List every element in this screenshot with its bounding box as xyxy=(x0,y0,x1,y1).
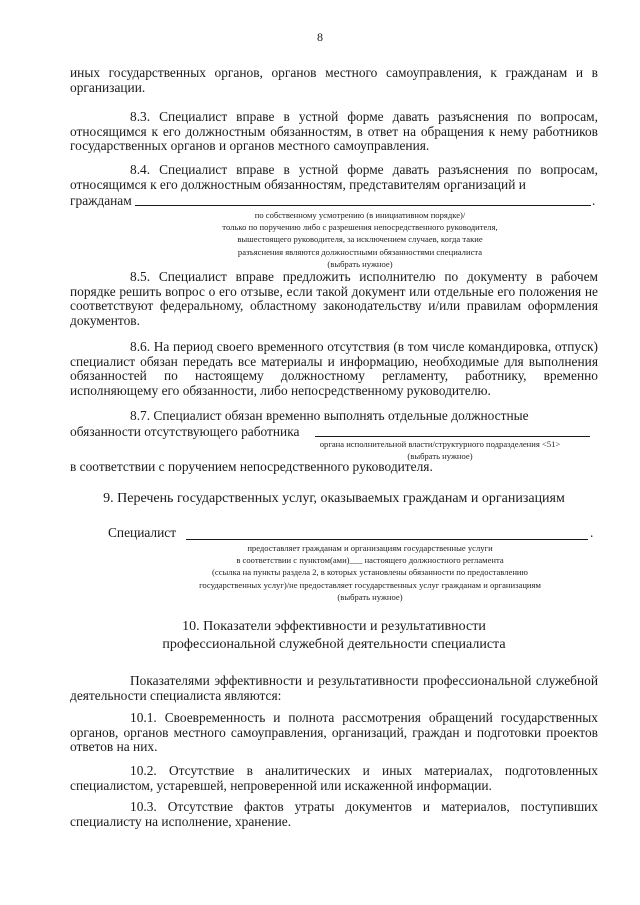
paragraph-intro: иных государственных органов, органов местного самоуправления, к гражданам и в организации. xyxy=(70,65,598,95)
paragraph-10-1: 10.1. Своевременность и полнота рассмотрения обращений государственных органов, органов местного самоуправления, организаций, граждан и подготовки проектов ответов на них. xyxy=(70,710,598,755)
fill-in-line-9 xyxy=(186,539,588,540)
paragraph-10-3: 10.3. Отсутствие фактов утраты документов и материалов, поступивших специалисту на исполнение, хранение. xyxy=(70,799,598,829)
paragraph-8-4-tail: гражданам xyxy=(70,193,132,208)
page-number: 8 xyxy=(317,30,323,44)
section-9-end: . xyxy=(590,525,594,540)
paragraph-10-2: 10.2. Отсутствие в аналитических и иных материалах, подготовленных специалистом, устаревшей, непроверенной или искаженной информации. xyxy=(70,763,598,793)
note-9: предоставляет гражданам и организациям государственные услуги в соответствии с пунктом(ами)___ настоящего должностного регламента (ссылка на пункты раздела 2, в которых установлены обязанности по предоставлению государственных услуг)/не предоставляет государственных услуг гражданам и организациям (выбрать нужное) xyxy=(199,543,541,602)
section-9-label: Специалист xyxy=(108,525,177,540)
fill-in-line-8-7 xyxy=(315,436,590,437)
paragraph-8-3: 8.3. Специалист вправе в устной форме давать разъяснения по вопросам, относящимся к его должностным обязанностям, в ответ на обращения к нему работников государственных органов и органов местного самоуправления. xyxy=(70,109,598,154)
paragraph-10-intro: Показателями эффективности и результативности профессиональной служебной деятельности специалиста являются: xyxy=(70,673,598,703)
section-10-title-line-1: 10. Показатели эффективности и результативности xyxy=(182,619,486,634)
paragraph-8-6: 8.6. На период своего временного отсутствия (в том числе командировка, отпуск) специалист обязан передать все материалы и информацию, необходимые для выполнения обязанностей по настоящему должностному регламенту, работнику, временно исполняющему его обязанности, либо непосредственному руководителю. xyxy=(70,339,598,398)
section-10-title-line-2: профессиональной служебной деятельности специалиста xyxy=(162,637,506,652)
paragraph-8-4: 8.4. Специалист вправе в устной форме давать разъяснения по вопросам, относящимся к его должностным обязанностям, представителям организаций и xyxy=(70,162,598,192)
note-8-7: органа исполнительной власти/структурного подразделения <51> (выбрать нужное) xyxy=(319,439,561,462)
paragraph-8-4-end: . xyxy=(592,193,596,208)
fill-in-line-8-4 xyxy=(135,205,591,206)
note-8-4: по собственному усмотрению (в инициативном порядке)/ только по поручению либо с разрешения непосредственного руководителя, вышестоящего руководителя, за исключением случаев, когда такие разъяснения являются должностными обязанностями специалиста (выбрать нужное) xyxy=(222,210,498,269)
paragraph-8-7: 8.7. Специалист обязан временно выполнять отдельные должностные xyxy=(130,408,529,423)
paragraph-8-7-tail: обязанности отсутствующего работника xyxy=(70,424,300,439)
paragraph-8-5: 8.5. Специалист вправе предложить исполнителю по документу в рабочем порядке решить вопрос о его отзыве, если такой документ или отдельные его положения не соответствуют федеральному, областному законодательству и/или правилам оформления документов. xyxy=(70,269,598,328)
paragraph-8-7-end: в соответствии с поручением непосредственного руководителя. xyxy=(70,459,433,474)
section-9-title: 9. Перечень государственных услуг, оказываемых гражданам и организациям xyxy=(103,491,565,506)
